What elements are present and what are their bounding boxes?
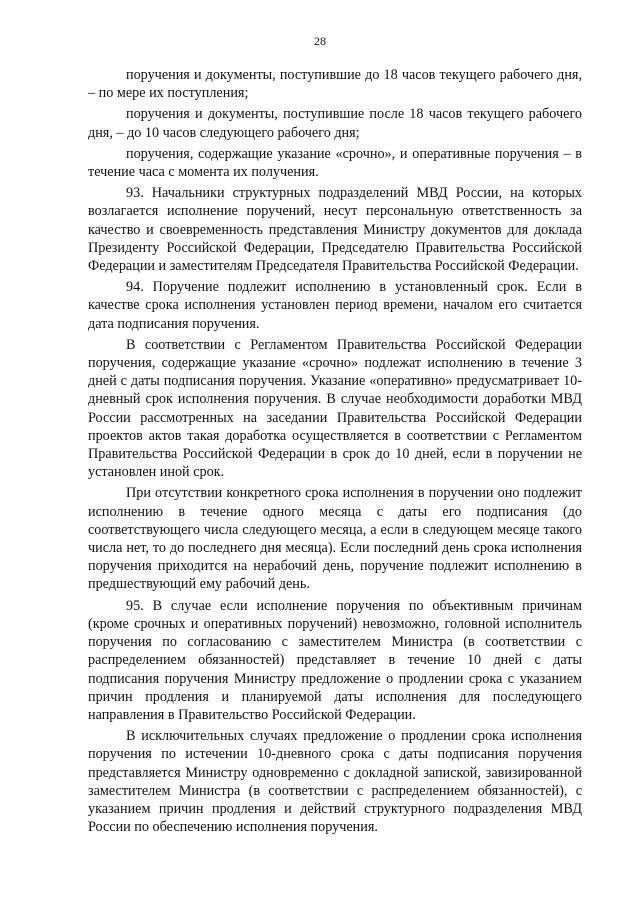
page-number: 28 — [314, 34, 326, 48]
paragraph-93: 93. Начальники структурных подразделений МВД России, на которых возлагается исполнение поручений, несут персональную ответственность за качество и своевременность представления Министру документов для доклада Президенту Российской Федерации, Председателю Правительства Российской Федерации и заместителям Председателя Правительства Российской Федерации. — [88, 185, 582, 275]
paragraph-95-exceptional: В исключительных случаях предложение о продлении срока исполнения поручения по истечении 10-дневного срока с даты подписания поручения представляется Министру одновременно с докладной запиской, завизированной заместителем Министра (в соответствии с распределением обязанностей), с указанием причин продления и действий структурного подразделения МВД России по обеспечению исполнения поручения. — [88, 728, 582, 836]
paragraph-3: поручения, содержащие указание «срочно», и оперативные поручения – в течение часа с момента их получения. — [88, 145, 582, 181]
document-body — [88, 66, 582, 836]
paragraph-95: 95. В случае если исполнение поручения по объективным причинам (кроме срочных и оперативных поручений) невозможно, головной исполнитель поручения по согласованию с заместителем Министра (в соответствии с распределением обязанностей) представляет в течение 10 дней с даты подписания поручения Министру предложение о продлении срока с указанием причин продления и планируемой даты исполнения для последующего направления в Правительство Российской Федерации. — [88, 597, 582, 723]
paragraph-2: поручения и документы, поступившие после 18 часов текущего рабочего дня, – до 10 часов следующего рабочего дня; — [88, 106, 582, 141]
paragraph-94-regulation: В соответствии с Регламентом Правительства Российской Федерации поручения, содержащие указание «срочно» подлежат исполнению в течение 3 дней с даты подписания поручения. Указание «оперативно» предусматривает 10-дневный срок исполнения поручения. В случае необходимости доработки МВД России рассмотренных на заседании Правительства Российской Федерации проектов актов такая доработка осуществляется в соответствии с Регламентом Правительства Российской Федерации в срок до 10 дней, если в поручении не установлен иной срок. — [88, 336, 582, 481]
paragraph-94: 94. Поручение подлежит исполнению в установленный срок. Если в качестве срока исполнения установлен период времени, началом его считается дата подписания поручения. — [88, 279, 582, 332]
paragraph-94-no-deadline: При отсутствии конкретного срока исполнения в поручении оно подлежит исполнению в течение одного месяца с даты его подписания (до соответствующего числа следующего месяца, а если в следующем месяце такого числа нет, то до последнего дня месяца). Если последний день срока исполнения поручения приходится на нерабочий день, поручение подлежит исполнению в предшествующий ему рабочий день. — [88, 485, 582, 593]
paragraph-1: поручения и документы, поступившие до 18 часов текущего рабочего дня, – по мере их поступления; — [88, 67, 582, 102]
